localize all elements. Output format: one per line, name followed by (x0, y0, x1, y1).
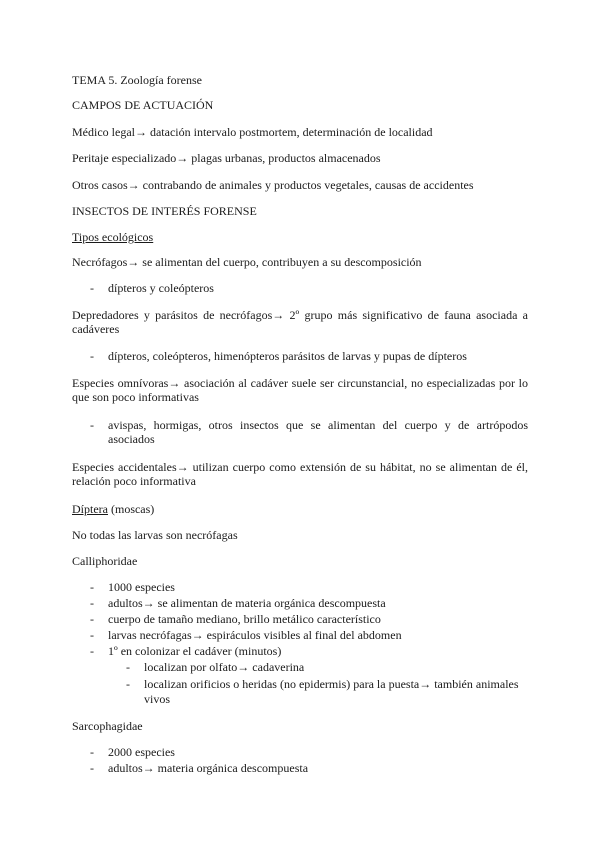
list-item-line1: avispas, hormigas, otros insectos que se alimentan del cuerpo y de artrópodos (108, 418, 528, 432)
heading-campos: CAMPOS DE ACTUACIÓN (72, 98, 214, 112)
sub-bullet-dash: - (126, 660, 130, 674)
family-sarcophagidae: Sarcophagidae (72, 719, 143, 733)
para-depredadores-line1: Depredadores y parásitos de necrófagos→ 2º grupo más significativo de fauna asociada a (72, 308, 528, 322)
sub-list-item-line1: localizan orificios o heridas (no epidermis) para la puesta→ también animales (144, 677, 519, 691)
subheading-tipos: Tipos ecológicos (72, 230, 154, 244)
bullet-dash: - (90, 644, 94, 658)
list-item: adultos→ materia orgánica descompuesta (108, 761, 309, 775)
subheading-diptera (72, 502, 154, 517)
bullet-dash: - (90, 612, 94, 626)
heading-insectos: INSECTOS DE INTERÉS FORENSE (72, 204, 257, 218)
bullet-dash: - (90, 761, 94, 775)
family-calliphoridae: Calliphoridae (72, 554, 138, 568)
bullet-dash: - (90, 418, 94, 432)
sub-bullet-dash: - (126, 677, 130, 691)
para-omnivoras-line1: Especies omnívoras→ asociación al cadáver suele ser circunstancial, no especializadas por lo (72, 376, 528, 390)
para-accidentales-line1: Especies accidentales→ utilizan cuerpo como extensión de su hábitat, no se alimentan de él, (72, 460, 528, 474)
para-omnivoras-line2: que son poco informativas (72, 390, 199, 404)
list-item-line2: asociados (108, 432, 155, 446)
list-item: larvas necrófagas→ espiráculos visibles al final del abdomen (108, 628, 402, 642)
para-depredadores-line2: cadáveres (72, 322, 120, 336)
bullet-dash: - (90, 281, 94, 295)
bullet-dash: - (90, 349, 94, 363)
sub-list-item-line2: vivos (144, 692, 171, 706)
para-necrofagos: Necrófagos→ se alimentan del cuerpo, contribuyen a su descomposición (72, 255, 422, 269)
para-larvas: No todas las larvas son necrófagas (72, 528, 238, 542)
bullet-dash: - (90, 596, 94, 610)
list-item: dípteros, coleópteros, himenópteros parásitos de larvas y pupas de dípteros (108, 349, 467, 363)
para-accidentales-line2: relación poco informativa (72, 474, 196, 488)
list-item: dípteros y coleópteros (108, 281, 214, 295)
campo-otros-casos: Otros casos→ contrabando de animales y productos vegetales, causas de accidentes (72, 178, 474, 192)
sub-list-item: localizan por olfato→ cadaverina (144, 660, 305, 674)
list-item: 1000 especies (108, 580, 175, 594)
campo-medico-legal: Médico legal→ datación intervalo postmortem, determinación de localidad (72, 125, 433, 139)
list-item: 1º en colonizar el cadáver (minutos) (108, 644, 282, 658)
list-item: 2000 especies (108, 745, 175, 759)
list-item: cuerpo de tamaño mediano, brillo metálico característico (108, 612, 381, 626)
campo-peritaje: Peritaje especializado→ plagas urbanas, productos almacenados (72, 151, 381, 165)
bullet-dash: - (90, 628, 94, 642)
diptera-rest: (moscas) (107, 502, 155, 516)
list-item: adultos→ se alimentan de materia orgánica descompuesta (108, 596, 386, 610)
document-title: TEMA 5. Zoología forense (72, 73, 202, 87)
bullet-dash: - (90, 745, 94, 759)
bullet-dash: - (90, 580, 94, 594)
diptera-word: Díptera (72, 502, 108, 516)
